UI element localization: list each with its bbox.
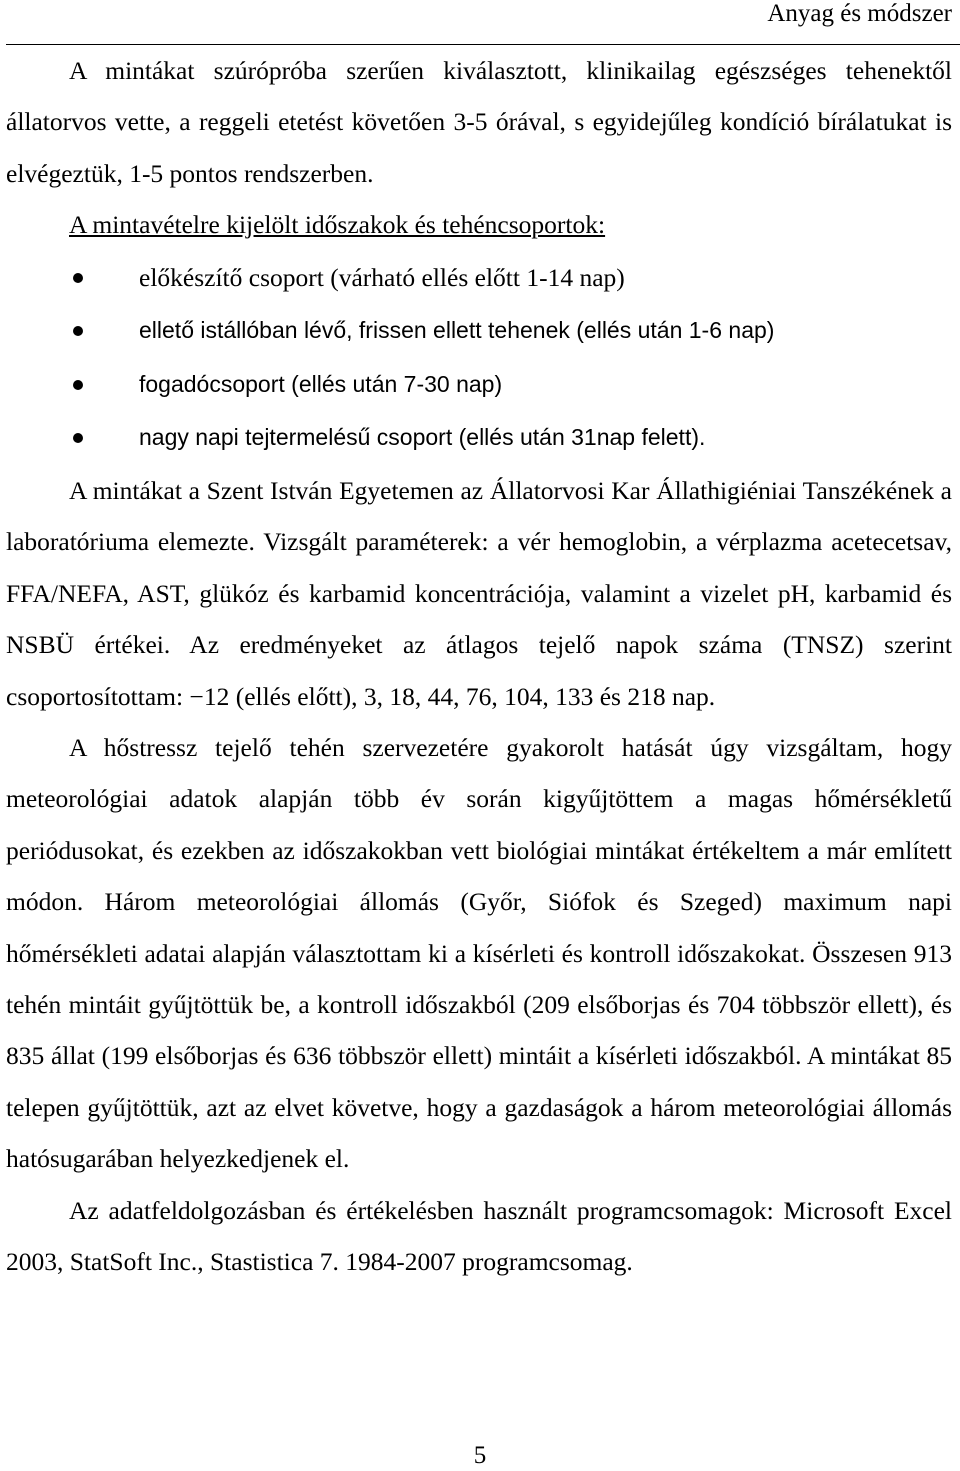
page-number: 5 [473, 1442, 487, 1469]
list-item-text: előkészítő csoport (várható ellés előtt 1-14 nap) [139, 262, 625, 292]
bullet-icon [73, 326, 83, 336]
groups-heading-line [6, 199, 952, 250]
list-item [6, 411, 952, 465]
groups-heading: A mintavételre kijelölt időszakok és tehéncsoportok: [69, 210, 606, 240]
bullet-icon [73, 380, 83, 390]
paragraph-sampling: A mintákat szúrópróba szerűen kiválasztott, klinikailag egészséges tehenektől állatorvos vette, a reggeli etetést követően 3-5 órával, s egyidejűleg kondíció bírálatukat is elvégeztük, 1-5 pontos rendszerben. [6, 56, 952, 188]
paragraph-software: Az adatfeldolgozásban és értékelésben használt programcsomagok: Microsoft Excel 2003, StatSoft Inc., Stastistica 7. 1984-2007 programcsomag. [6, 1195, 952, 1277]
list-item-text: nagy napi tejtermelésű csoport (ellés után 31nap felett). [139, 424, 706, 451]
page-body [6, 45, 952, 1288]
paragraph-heat-stress: A hőstressz tejelő tehén szervezetére gyakorolt hatását úgy vizsgáltam, hogy meteorológiai adatok alapján több év során kigyűjtöttem a magas hőmérsékletű periódusokat, és ezekben az időszakokban vett biológiai mintákat értékeltem a már említett módon. Három meteorológiai állomás (Győr, Siófok és Szeged) maximum napi hőmérsékleti adatai alapján választottam ki a kísérleti és kontroll időszakokat. Összesen 913 tehén mintáit gyűjtöttük be, a kontroll időszakból (209 elsőborjas és 704 többször ellett), és 835 állat (199 elsőborjas és 636 többször ellett) mintáit a kísérleti időszakból. A mintákat 85 telepen gyűjtöttük, azt az elvet követve, hogy a gazdaságok a három meteorológiai állomás hatósugarában helyezkedjenek el. [6, 733, 952, 1174]
bullet-icon [73, 273, 83, 283]
bullet-icon [73, 433, 83, 443]
paragraph-laboratory: A mintákat a Szent István Egyetemen az Állatorvosi Kar Állathigiéniai Tanszékének a laboratóriuma elemezte. Vizsgált paraméterek: a vér hemoglobin, a vérplazma acetecetsav, FFA/NEFA, AST, glükóz és karbamid koncentrációja, valamint a vizelet pH, karbamid és NSBÜ értékei. Az eredményeket az átlagos tejelő napok száma (TNSZ) szerint csoportosítottam: −12 (ellés előtt), 3, 18, 44, 76, 104, 133 és 218 nap. [6, 476, 952, 711]
list-item [6, 304, 952, 358]
list-item [6, 251, 952, 305]
list-item-text: fogadócsoport (ellés után 7-30 nap) [139, 370, 503, 397]
groups-list [6, 251, 952, 465]
running-header: Anyag és módszer [767, 0, 952, 27]
list-item [6, 358, 952, 412]
list-item-text: ellető istállóban lévő, frissen ellett tehenek (ellés után 1-6 nap) [139, 317, 775, 344]
